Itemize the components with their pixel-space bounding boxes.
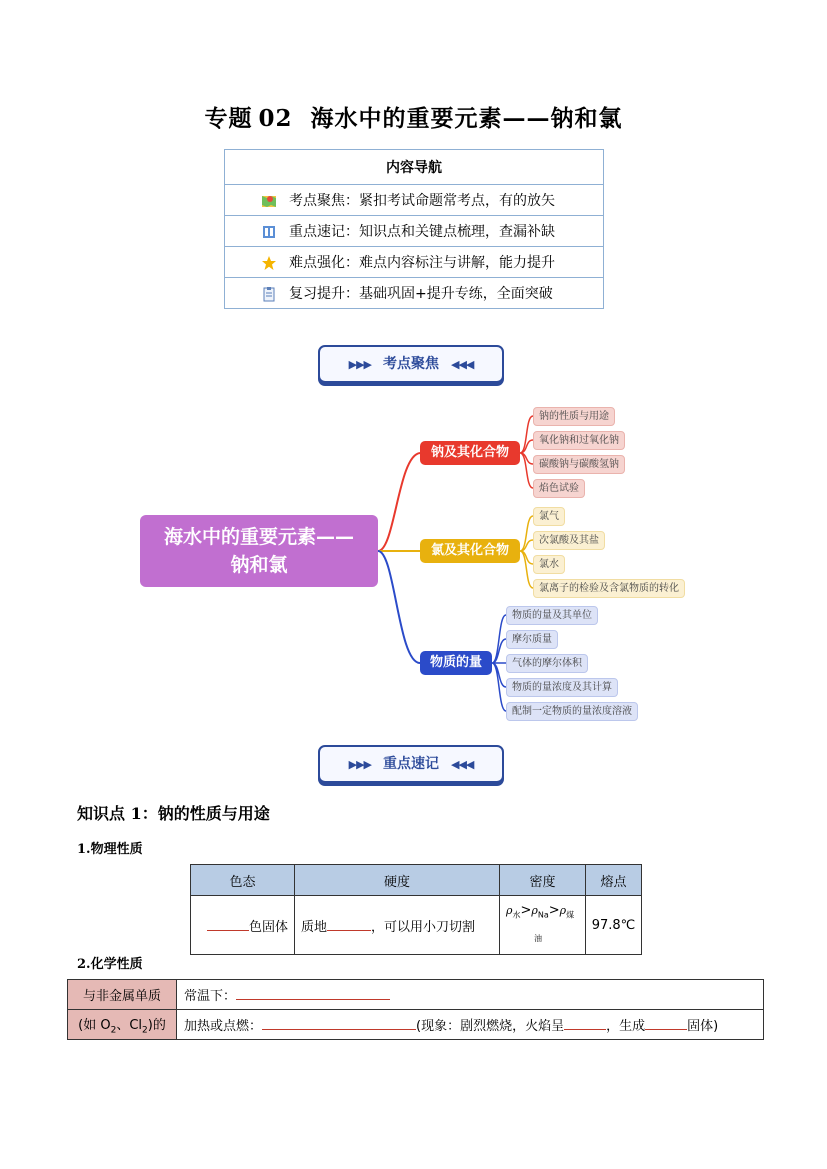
label-subscript: 2 [142, 1025, 148, 1036]
answer-blank[interactable] [564, 1015, 606, 1030]
mindmap-root [140, 515, 378, 587]
leaf: 配制一定物质的量浓度溶液 [506, 702, 638, 721]
header-cell: 硬度 [295, 865, 500, 896]
density-cell [500, 896, 586, 955]
rho-subscript: 煤 [566, 910, 575, 920]
rho-symbol: ρ [506, 904, 513, 918]
branch-sodium: 钠及其化合物 [420, 441, 520, 465]
cell-text: 加热或点燃： [184, 1019, 263, 1034]
leaf: 焰色试验 [533, 479, 585, 498]
subsection-chemical: 2.化学性质 [77, 957, 143, 972]
arrows-right-icon: ▶▶▶ [348, 358, 371, 371]
label-subscript: 2 [110, 1025, 117, 1036]
label-text: (如 O [78, 1017, 111, 1033]
arrows-left-icon: ◀◀◀ [451, 358, 474, 371]
nav-heading: 内容导航 [225, 150, 604, 185]
nav-row-text: 难点强化：难点内容标注与讲解，能力提升 [289, 255, 555, 271]
header-cell: 熔点 [586, 865, 642, 896]
heating-cell [177, 1010, 764, 1040]
section-banner-summary [318, 745, 504, 783]
leaf: 氯离子的检验及含氯物质的转化 [533, 579, 685, 598]
subsection-physical: 1.物理性质 [77, 842, 143, 857]
label-text: 、Cl [116, 1017, 143, 1033]
cell-text: 质地 [301, 919, 328, 935]
hardness-cell [295, 896, 500, 955]
label-cell [68, 1010, 177, 1040]
cell-text: ，生成 [606, 1019, 646, 1034]
leaf: 次氯酸及其盐 [533, 531, 605, 550]
rho-symbol: ρ [531, 904, 538, 918]
rho-symbol: ρ [559, 904, 567, 918]
rho-subscript: 油 [534, 933, 542, 943]
title-text: 海水中的重要元素——钠和氯 [310, 105, 623, 132]
label-cell: 与非金属单质 [68, 980, 177, 1010]
leaf: 摩尔质量 [506, 630, 558, 649]
banner-label: 重点速记 [383, 756, 439, 772]
nav-row-text: 考点聚焦：紧扣考试命题常考点，有的放矢 [289, 193, 555, 209]
header-cell: 密度 [500, 865, 586, 896]
nav-row-text: 复习提升：基础巩固+提升专练，全面突破 [289, 286, 553, 302]
root-line1: 海水中的重要元素—— [163, 526, 354, 548]
nav-row-text: 重点速记：知识点和关键点梳理，查漏补缺 [289, 224, 555, 240]
header-cell: 色态 [191, 865, 295, 896]
cell-text: 固体) [687, 1019, 719, 1034]
answer-blank[interactable] [262, 1015, 416, 1030]
label-text: )的 [147, 1017, 166, 1033]
chemical-properties-table [67, 979, 764, 1040]
banner-label: 考点聚焦 [383, 356, 439, 372]
arrows-left-icon: ◀◀◀ [451, 758, 474, 771]
title-number: 02 [258, 105, 293, 132]
leaf: 气体的摩尔体积 [506, 654, 588, 673]
title-prefix: 专题 [204, 105, 253, 132]
melting-point-cell: 97.8℃ [586, 896, 642, 955]
leaf: 氧化钠和过氧化钠 [533, 431, 625, 450]
cell-text: ，可以用小刀切割 [371, 919, 476, 935]
branch-mole: 物质的量 [420, 651, 492, 675]
gt-sign: > [548, 903, 560, 919]
leaf: 氯水 [533, 555, 565, 574]
leaf: 碳酸钠与碳酸氢钠 [533, 455, 625, 474]
gt-sign: > [520, 903, 532, 919]
answer-blank[interactable] [207, 916, 249, 931]
root-line2: 钠和氯 [230, 554, 288, 576]
cell-text: (现象：剧烈燃烧，火焰呈 [416, 1019, 565, 1034]
knowledge-point-heading: 知识点 1：钠的性质与用途 [77, 804, 270, 823]
physical-properties-table [190, 864, 642, 955]
answer-blank[interactable] [327, 916, 371, 931]
answer-blank[interactable] [645, 1015, 687, 1030]
color-state-cell [191, 896, 295, 955]
rho-subscript: 水 [512, 910, 521, 920]
cell-text: 常温下： [184, 989, 237, 1004]
leaf: 氯气 [533, 507, 565, 526]
rho-subscript: Na [537, 910, 549, 920]
leaf: 物质的量及其单位 [506, 606, 598, 625]
room-temp-cell [177, 980, 764, 1010]
answer-blank[interactable] [236, 985, 390, 1000]
cell-text: 色固体 [248, 919, 288, 935]
leaf: 钠的性质与用途 [533, 407, 615, 426]
branch-chlorine: 氯及其化合物 [420, 539, 520, 563]
leaf: 物质的量浓度及其计算 [506, 678, 618, 697]
arrows-right-icon: ▶▶▶ [348, 758, 371, 771]
